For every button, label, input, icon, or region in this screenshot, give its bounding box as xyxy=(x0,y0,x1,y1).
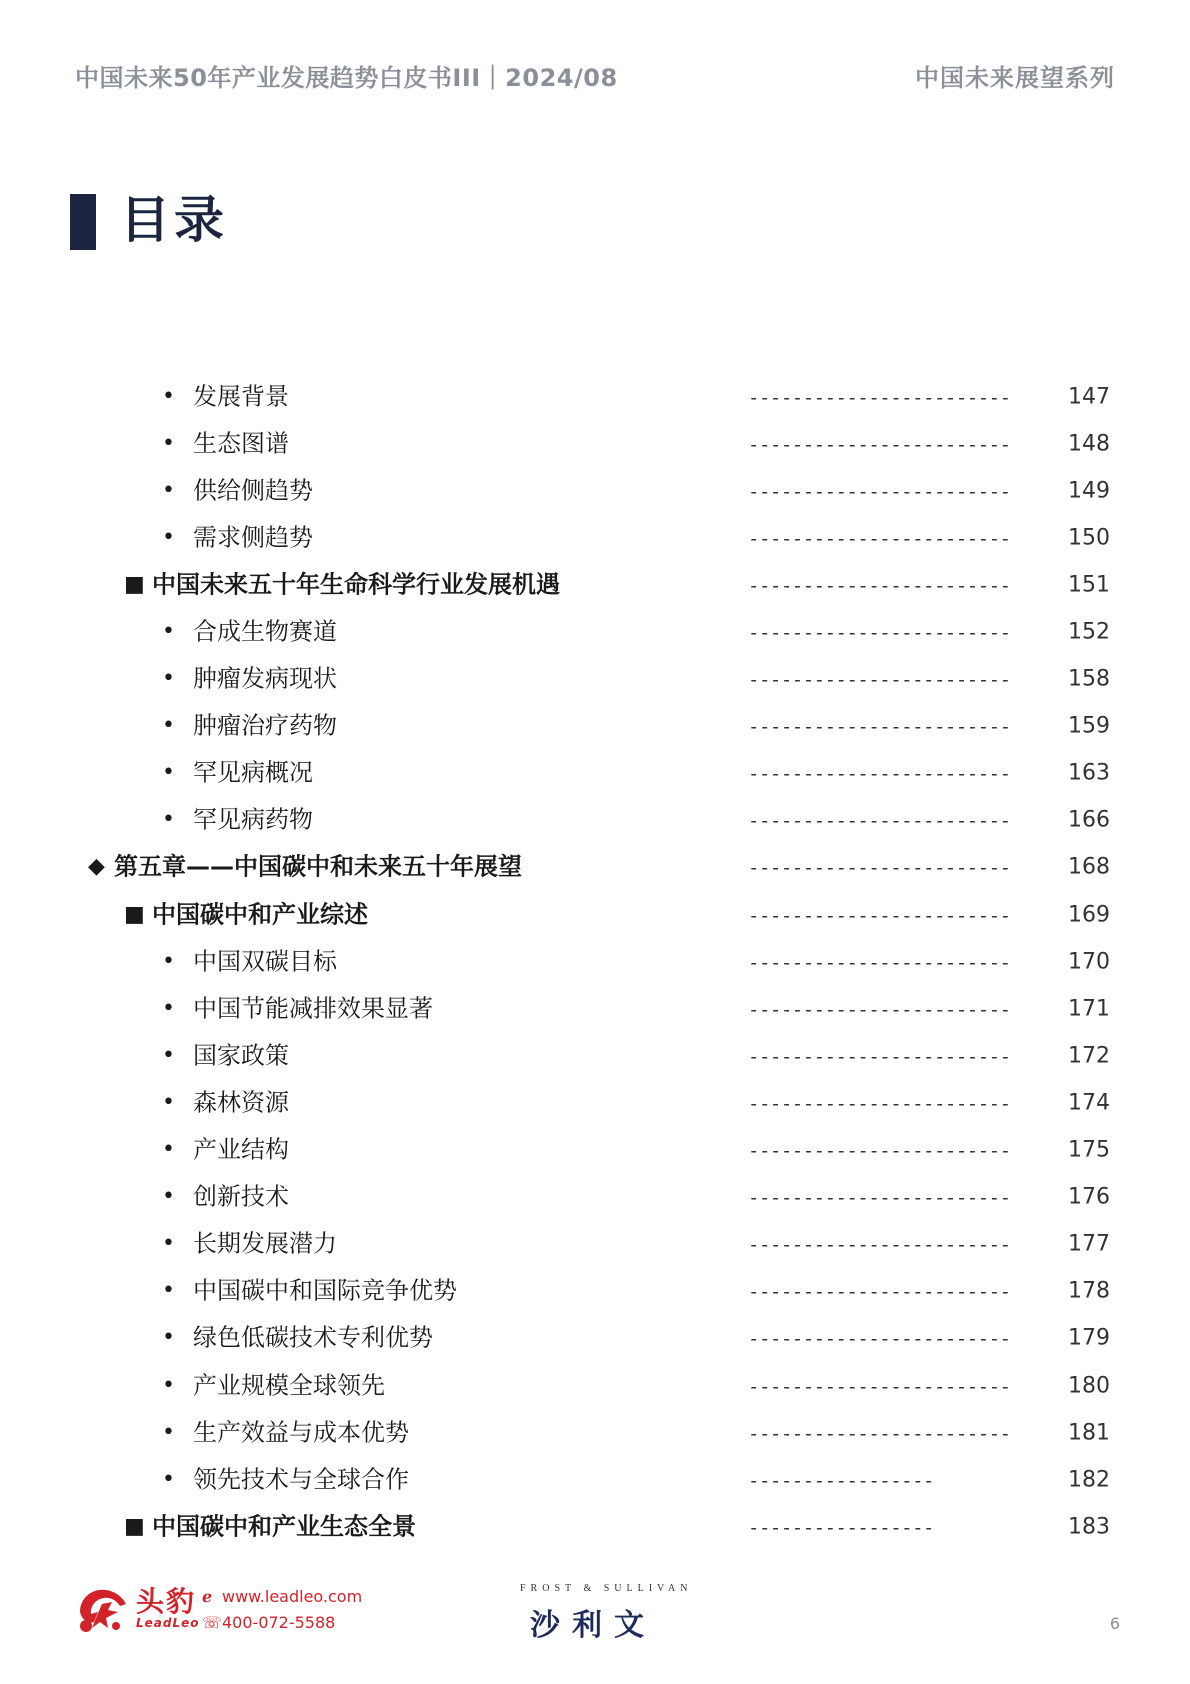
dot-bullet-icon: • xyxy=(162,1466,175,1492)
toc-entry-label: 中国未来五十年生命科学行业发展机遇 xyxy=(152,570,560,599)
page-number: 6 xyxy=(1109,1614,1120,1633)
partner-name-en: FROST & SULLIVAN xyxy=(520,1583,693,1594)
toc-dot-leader: ----------------- xyxy=(748,1469,934,1492)
toc-entry-label: 肿瘤治疗药物 xyxy=(193,711,337,740)
dot-bullet-icon: • xyxy=(162,1089,175,1115)
toc-dot-leader: ------------------------ xyxy=(748,1093,1011,1116)
toc-dot-leader: ------------------------ xyxy=(748,904,1011,927)
toc-entry-label: 需求侧趋势 xyxy=(193,523,313,552)
toc-entry-label: 中国节能减排效果显著 xyxy=(193,994,433,1023)
toc-entry-label: 发展背景 xyxy=(193,382,289,411)
table-of-contents xyxy=(0,373,1190,1550)
square-bullet-icon: ■ xyxy=(124,901,145,927)
toc-entry-label: 长期发展潜力 xyxy=(193,1229,337,1258)
toc-dot-leader: ------------------------ xyxy=(748,810,1011,833)
toc-dot-leader: ------------------------ xyxy=(748,1187,1011,1210)
toc-entry-page: 151 xyxy=(1068,572,1110,598)
toc-entry-page: 149 xyxy=(1068,478,1110,504)
toc-entry-page: 170 xyxy=(1068,949,1110,975)
toc-entry[interactable] xyxy=(0,703,1190,750)
toc-entry-page: 180 xyxy=(1068,1373,1110,1399)
toc-entry-page: 174 xyxy=(1068,1090,1110,1116)
footer-contact xyxy=(202,1584,362,1636)
toc-entry-label: 产业规模全球领先 xyxy=(193,1371,385,1400)
footer-brand-en: LeadLeo xyxy=(136,1616,200,1630)
toc-entry[interactable] xyxy=(0,561,1190,608)
toc-entry-page: 179 xyxy=(1068,1325,1110,1351)
toc-entry-page: 152 xyxy=(1068,619,1110,645)
toc-entry-label: 领先技术与全球合作 xyxy=(193,1465,409,1494)
toc-entry[interactable] xyxy=(0,1032,1190,1079)
toc-entry-label: 产业结构 xyxy=(193,1135,289,1164)
dot-bullet-icon: • xyxy=(162,1419,175,1445)
dot-bullet-icon: • xyxy=(162,807,175,833)
toc-entry-page: 169 xyxy=(1068,902,1110,928)
toc-dot-leader: ------------------------ xyxy=(748,1045,1011,1068)
toc-entry[interactable] xyxy=(0,1362,1190,1409)
toc-entry-label: 森林资源 xyxy=(193,1088,289,1117)
leopard-logo-icon xyxy=(72,1582,132,1636)
toc-entry-label: 罕见病概况 xyxy=(193,758,313,787)
toc-entry[interactable] xyxy=(0,1174,1190,1221)
toc-entry[interactable] xyxy=(0,656,1190,703)
toc-entry[interactable] xyxy=(0,467,1190,514)
square-bullet-icon: ■ xyxy=(124,1513,145,1539)
toc-entry-page: 183 xyxy=(1068,1514,1110,1540)
footer-phone: 400-072-5588 xyxy=(222,1613,336,1632)
toc-entry-page: 159 xyxy=(1068,713,1110,739)
toc-entry-page: 166 xyxy=(1068,807,1110,833)
toc-entry-page: 163 xyxy=(1068,760,1110,786)
toc-dot-leader: ------------------------ xyxy=(748,857,1011,880)
toc-entry[interactable] xyxy=(0,1503,1190,1550)
toc-entry[interactable] xyxy=(0,797,1190,844)
toc-dot-leader: ------------------------ xyxy=(748,1375,1011,1398)
dot-bullet-icon: • xyxy=(162,524,175,550)
dot-bullet-icon: • xyxy=(162,430,175,456)
dot-bullet-icon: • xyxy=(162,1042,175,1068)
toc-entry[interactable] xyxy=(0,1079,1190,1126)
toc-entry-label: 合成生物赛道 xyxy=(193,617,337,646)
dot-bullet-icon: • xyxy=(162,713,175,739)
toc-entry-label: 生产效益与成本优势 xyxy=(193,1418,409,1447)
toc-entry-label: 肿瘤发病现状 xyxy=(193,664,337,693)
toc-dot-leader: ------------------------ xyxy=(748,1422,1011,1445)
toc-entry-page: 171 xyxy=(1068,996,1110,1022)
footer-website[interactable]: www.leadleo.com xyxy=(222,1587,363,1606)
toc-entry-page: 168 xyxy=(1068,854,1110,880)
toc-entry-page: 181 xyxy=(1068,1420,1110,1446)
toc-entry[interactable] xyxy=(0,750,1190,797)
toc-entry-page: 178 xyxy=(1068,1278,1110,1304)
toc-entry[interactable] xyxy=(0,514,1190,561)
toc-entry-label: 绿色低碳技术专利优势 xyxy=(193,1324,433,1353)
toc-dot-leader: ------------------------ xyxy=(748,480,1011,503)
toc-dot-leader: ------------------------ xyxy=(748,1234,1011,1257)
toc-dot-leader: ----------------- xyxy=(748,1516,934,1539)
dot-bullet-icon: • xyxy=(162,383,175,409)
toc-entry[interactable] xyxy=(0,1409,1190,1456)
toc-entry[interactable] xyxy=(0,1456,1190,1503)
toc-entry[interactable] xyxy=(0,985,1190,1032)
toc-entry[interactable] xyxy=(0,1268,1190,1315)
toc-entry[interactable] xyxy=(0,891,1190,938)
toc-entry[interactable] xyxy=(0,1221,1190,1268)
toc-dot-leader: ------------------------ xyxy=(748,622,1011,645)
toc-dot-leader: ------------------------ xyxy=(748,669,1011,692)
toc-entry-label: 创新技术 xyxy=(193,1182,289,1211)
toc-entry[interactable] xyxy=(0,1127,1190,1174)
toc-entry-label: 中国碳中和产业综述 xyxy=(152,900,368,929)
square-bullet-icon: ■ xyxy=(124,571,145,597)
toc-entry-label: 中国碳中和产业生态全景 xyxy=(152,1512,416,1541)
dot-bullet-icon: • xyxy=(162,1325,175,1351)
phone-icon: ☏ xyxy=(202,1613,223,1632)
toc-dot-leader: ------------------------ xyxy=(748,1328,1011,1351)
toc-entry-label: 第五章——中国碳中和未来五十年展望 xyxy=(114,853,522,882)
toc-entry-page: 176 xyxy=(1068,1184,1110,1210)
toc-entry-label: 生态图谱 xyxy=(193,429,289,458)
toc-entry-page: 147 xyxy=(1068,384,1110,410)
toc-dot-leader: ------------------------ xyxy=(748,575,1011,598)
toc-entry[interactable] xyxy=(0,373,1190,420)
footer-brand-cn: 头豹 xyxy=(136,1585,197,1618)
toc-dot-leader: ------------------------ xyxy=(748,1281,1011,1304)
toc-entry[interactable] xyxy=(0,420,1190,467)
toc-entry-label: 中国双碳目标 xyxy=(193,947,337,976)
toc-entry[interactable] xyxy=(0,938,1190,985)
toc-dot-leader: ------------------------ xyxy=(748,1140,1011,1163)
dot-bullet-icon: • xyxy=(162,1184,175,1210)
toc-entry-label: 罕见病药物 xyxy=(193,805,313,834)
toc-dot-leader: ------------------------ xyxy=(748,386,1011,409)
toc-dot-leader: ------------------------ xyxy=(748,763,1011,786)
dot-bullet-icon: • xyxy=(162,1231,175,1257)
header-report-title: 中国未来50年产业发展趋势白皮书III｜2024/08 xyxy=(75,64,618,92)
dot-bullet-icon: • xyxy=(162,760,175,786)
toc-dot-leader: ------------------------ xyxy=(748,716,1011,739)
toc-entry-label: 中国碳中和国际竞争优势 xyxy=(193,1276,457,1305)
toc-entry-page: 175 xyxy=(1068,1137,1110,1163)
toc-dot-leader: ------------------------ xyxy=(748,998,1011,1021)
dot-bullet-icon: • xyxy=(162,1137,175,1163)
toc-dot-leader: ------------------------ xyxy=(748,527,1011,550)
toc-entry-label: 供给侧趋势 xyxy=(193,476,313,505)
page-title: 目录 xyxy=(120,191,228,249)
toc-entry-page: 158 xyxy=(1068,666,1110,692)
dot-bullet-icon: • xyxy=(162,477,175,503)
toc-entry-page: 182 xyxy=(1068,1467,1110,1493)
diamond-bullet-icon: ◆ xyxy=(88,854,105,880)
toc-entry-label: 国家政策 xyxy=(193,1041,289,1070)
dot-bullet-icon: • xyxy=(162,948,175,974)
header-series-name: 中国未来展望系列 xyxy=(915,64,1115,92)
toc-entry-page: 172 xyxy=(1068,1043,1110,1069)
toc-dot-leader: ------------------------ xyxy=(748,951,1011,974)
dot-bullet-icon: • xyxy=(162,1372,175,1398)
toc-entry-page: 150 xyxy=(1068,525,1110,551)
dot-bullet-icon: • xyxy=(162,1278,175,1304)
partner-name-cn: 沙利文 xyxy=(530,1608,656,1643)
dot-bullet-icon: • xyxy=(162,619,175,645)
toc-entry[interactable] xyxy=(0,844,1190,891)
e-icon: ℯ xyxy=(202,1587,213,1606)
toc-entry-page: 177 xyxy=(1068,1231,1110,1257)
title-accent-bar xyxy=(70,194,96,250)
dot-bullet-icon: • xyxy=(162,995,175,1021)
toc-entry-page: 148 xyxy=(1068,431,1110,457)
toc-dot-leader: ------------------------ xyxy=(748,433,1011,456)
dot-bullet-icon: • xyxy=(162,666,175,692)
toc-entry[interactable] xyxy=(0,608,1190,655)
toc-entry[interactable] xyxy=(0,1315,1190,1362)
